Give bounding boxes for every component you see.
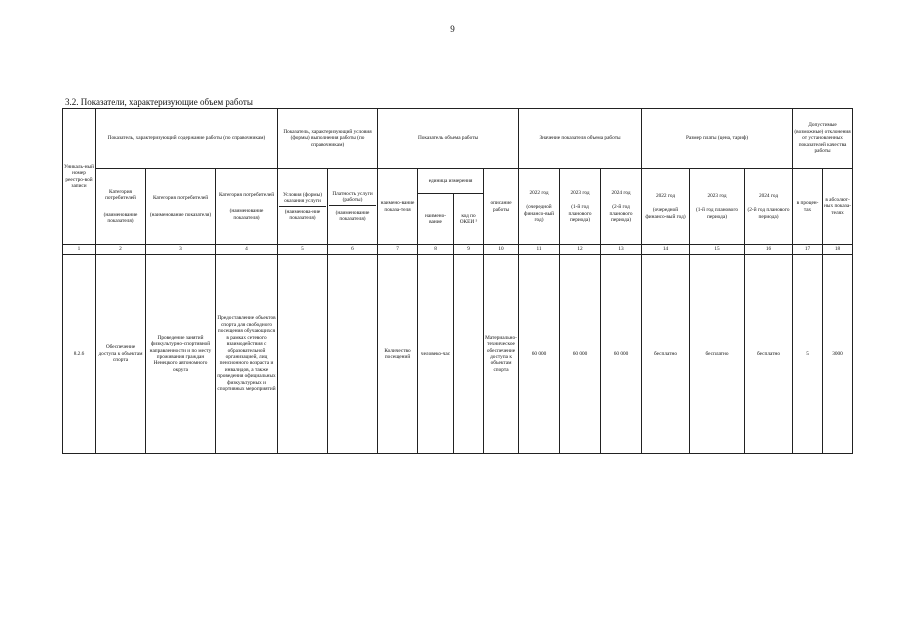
- column-number: 16: [745, 245, 793, 255]
- header-fee-2024-note: (2-й год планового периода): [747, 207, 790, 220]
- header-conditions-form-label: Условия (формы) оказания услуги: [279, 192, 326, 207]
- header-fee-2024: [745, 169, 793, 245]
- cell-unit-code: [454, 255, 484, 454]
- cell-indicator-name: Количество посещений: [378, 255, 418, 454]
- column-number: 10: [484, 245, 519, 255]
- header-value-2024-year: 2024 год: [611, 189, 631, 196]
- header-consumers-2-note: (наименование показателя): [149, 211, 212, 218]
- cell-value-2024: 60 000: [601, 255, 642, 454]
- cell-fee-2023: бесплатно: [690, 255, 745, 454]
- header-unit: единица измерения: [418, 169, 484, 194]
- cell-description: Материально-техническое обеспечение доступа к объектам спорта: [484, 255, 519, 454]
- header-consumers-1: [96, 169, 146, 245]
- header-conditions-form-note: (наименова-ние показателя): [284, 208, 321, 221]
- header-indicator-name: наимено-вание показа-теля: [378, 169, 418, 245]
- cell-absolute: 3000: [823, 255, 853, 454]
- header-unit-name: наимено-вание: [418, 194, 454, 245]
- header-value-2023-year: 2023 год: [570, 189, 590, 196]
- header-consumers-2: [146, 169, 216, 245]
- header-value-2024-note: (2-й год планового периода): [609, 204, 633, 223]
- header-value-2022: [519, 169, 560, 245]
- section-title: 3.2. Показатели, характеризующие объем работы: [65, 97, 253, 107]
- cell-consumers-3: Предоставление объектов спорта для свободного посещения обучающихся в рамках сетевого взаимодействия с образовательной организацией, лиц пенсионного возраста и инвалидов, а также проведения официальных физкультурных и спортивных мероприятий: [216, 255, 278, 454]
- cell-fee-2022: бесплатно: [642, 255, 690, 454]
- cell-consumers-1: Обеспечение доступа к объектам спорта: [96, 255, 146, 454]
- header-value-2022-note: (очередной финансо-вый год): [524, 204, 554, 223]
- header-content-group: Показатель, характеризующий содержание работы (по справочникам): [96, 109, 278, 169]
- column-number: 14: [642, 245, 690, 255]
- page-number: 9: [450, 24, 455, 34]
- column-number: 2: [96, 245, 146, 255]
- header-fee-2022-note: (очередной финансо-вый год): [645, 207, 686, 220]
- header-unit-code: код по ОКЕИ ⁵: [454, 194, 484, 245]
- header-paid: [328, 169, 378, 245]
- header-value-2023-note: (1-й год планового периода): [568, 204, 592, 223]
- cell-fee-2024: бесплатно: [745, 255, 793, 454]
- column-number: 15: [690, 245, 745, 255]
- header-fee-2023: [690, 169, 745, 245]
- cell-conditions-form: [278, 255, 328, 454]
- cell-percent: 5: [793, 255, 823, 454]
- column-number-row: [63, 245, 853, 255]
- cell-unit-name: человеко-час: [418, 255, 454, 454]
- header-paid-label: Платность услуги (работы): [329, 191, 376, 206]
- header-fee-2023-note: (1-й год планового периода): [696, 207, 739, 220]
- column-number: 3: [146, 245, 216, 255]
- column-number: 5: [278, 245, 328, 255]
- column-number: 12: [560, 245, 601, 255]
- header-consumers-3-cat: Категория потребителей: [218, 191, 275, 198]
- header-fee-2023-year: 2023 год: [707, 192, 727, 199]
- header-row-1: [63, 109, 853, 169]
- header-volume-group: Показатель объема работы: [378, 109, 519, 169]
- cell-paid: [328, 255, 378, 454]
- header-fee-2022: [642, 169, 690, 245]
- column-number: 1: [63, 245, 96, 255]
- header-consumers-3-note: (наименование показателя): [229, 208, 264, 221]
- column-number: 17: [793, 245, 823, 255]
- column-number: 13: [601, 245, 642, 255]
- header-conditions-group: Показатель, характеризующий условия (формы) выполнения работы (по справочникам): [278, 109, 378, 169]
- work-volume-table: [62, 108, 853, 454]
- cell-value-2023: 60 000: [560, 255, 601, 454]
- header-description: описание работы: [484, 169, 519, 245]
- header-conditions-form: [278, 169, 328, 245]
- header-value-group: Значение показателя объема работы: [519, 109, 642, 169]
- header-consumers-1-cat: Категория потребителей: [105, 188, 136, 202]
- header-value-2024: [601, 169, 642, 245]
- cell-consumers-2: Проведение занятий физкультурно-спортивной направленности и по месту проживания граждан Ненецкого автономного округа: [146, 255, 216, 454]
- header-value-2022-year: 2022 год: [529, 189, 549, 196]
- header-consumers-1-note: (наименование показателя): [103, 211, 138, 224]
- column-number: 7: [378, 245, 418, 255]
- column-number: 6: [328, 245, 378, 255]
- cell-value-2022: 60 000: [519, 255, 560, 454]
- header-fee-2022-year: 2022 год: [655, 192, 676, 199]
- header-percent: в процен-тах: [793, 169, 823, 245]
- column-number: 4: [216, 245, 278, 255]
- table-row: [63, 255, 853, 454]
- header-value-2023: [560, 169, 601, 245]
- header-fee-group: Размер платы (цена, тариф): [642, 109, 793, 169]
- column-number: 18: [823, 245, 853, 255]
- header-absolute: в абсолют-ных показа-телях: [823, 169, 853, 245]
- column-number: 8: [418, 245, 454, 255]
- column-number: 11: [519, 245, 560, 255]
- header-deviation-group: Допустимые (возможные) отклонения от установленных показателей качества работы: [793, 109, 853, 169]
- header-consumers-3: [216, 169, 278, 245]
- header-registry: Уникаль-ный номер реестро-вой записи: [63, 109, 96, 245]
- header-fee-2024-year: 2024 год: [758, 192, 779, 199]
- column-number: 9: [454, 245, 484, 255]
- header-consumers-2-cat: Категория потребителей: [152, 195, 209, 202]
- cell-registry: 8.2.6: [63, 255, 96, 454]
- header-paid-note: (наименование показателя): [335, 209, 370, 222]
- header-row-2: [63, 169, 853, 194]
